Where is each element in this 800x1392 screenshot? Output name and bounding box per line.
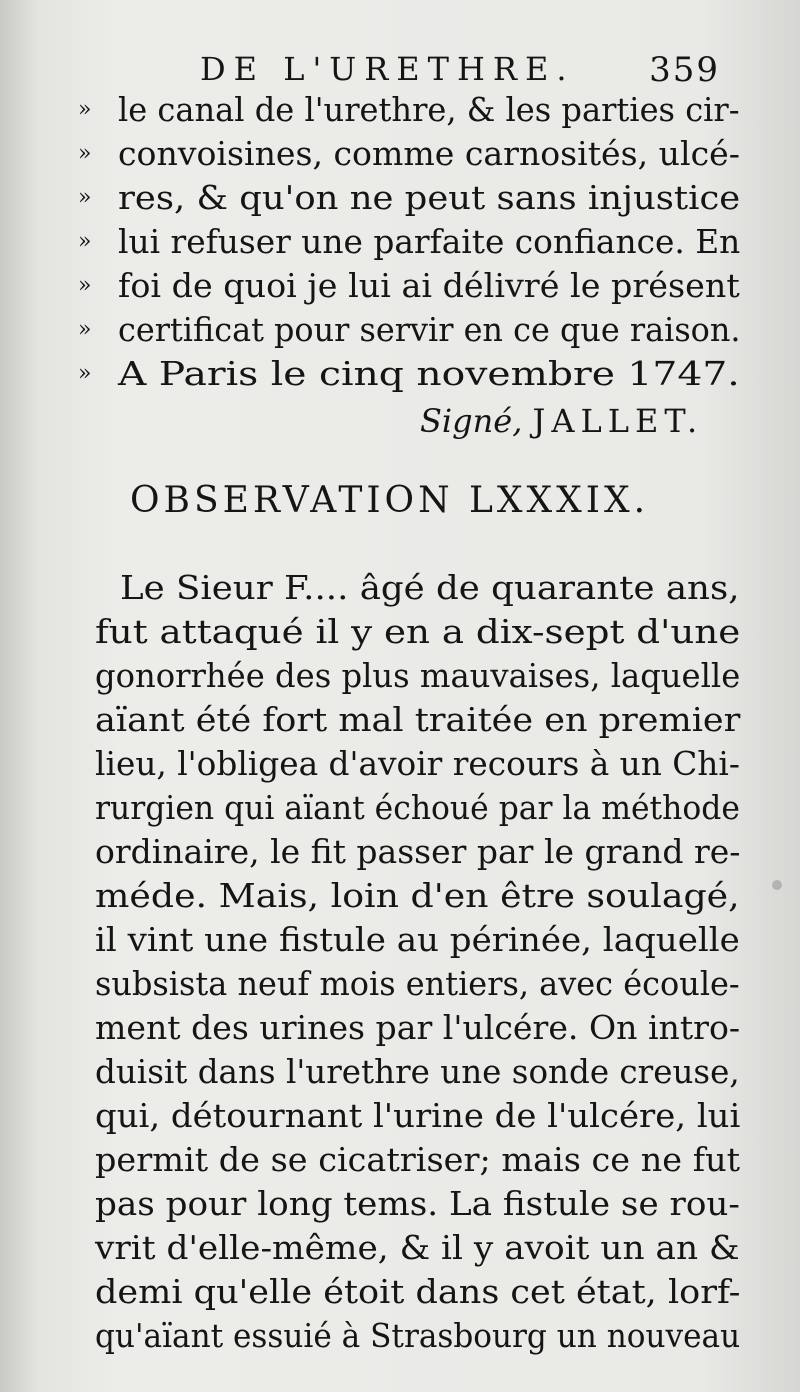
quoted-line <box>78 134 738 174</box>
quoted-line <box>78 354 738 394</box>
signature <box>420 402 740 440</box>
observation-title: OBSERVATION LXXXIX. <box>130 480 650 521</box>
quoted-line <box>78 222 741 262</box>
quoted-line <box>78 310 741 350</box>
signed-label: Signé, <box>420 402 523 440</box>
body-line: duisit dans l'urethre une sonde creuse, <box>95 1052 740 1091</box>
body-line: méde. Mais, loin d'en être soulagé, <box>95 876 740 915</box>
body-line: ment des urines par l'ulcére. On intro- <box>95 1008 741 1047</box>
body-line: qui, détournant l'urine de l'ulcére, lui <box>95 1096 741 1135</box>
paper-speck <box>772 880 782 890</box>
quote-mark: » <box>78 185 92 210</box>
body-line: aïant été fort mal traitée en premier <box>95 700 741 739</box>
quote-mark: » <box>78 361 92 386</box>
body-line: fut attaqué il y en a dix-sept d'une <box>95 612 741 651</box>
quote-mark: » <box>78 229 92 254</box>
running-title: DE L'URETHRE. <box>200 50 575 88</box>
quote-mark: » <box>78 141 92 166</box>
quoted-line-text: foi de quoi je lui ai délivré le présent <box>118 266 740 305</box>
body-line: subsista neuf mois entiers, avec écoule- <box>95 964 740 1003</box>
signatory-name: JALLET. <box>532 402 704 440</box>
body-line: il vint une fistule au périnée, laquelle <box>95 920 740 959</box>
quoted-line-text: convoisines, comme carnosités, ulcé- <box>118 134 740 173</box>
quote-mark: » <box>78 273 92 298</box>
body-line: permit de se cicatriser; mais ce ne fut <box>95 1140 741 1179</box>
quote-mark: » <box>78 97 92 122</box>
page-number: 359 <box>649 50 720 90</box>
quoted-line <box>78 90 738 130</box>
body-line: vrit d'elle-même, & il y avoit un an & <box>95 1228 740 1267</box>
quoted-line-text: A Paris le cinq novembre 1747. <box>118 354 740 393</box>
quoted-line-text: lui refuser une parfaite confiance. En <box>118 222 741 261</box>
quote-mark: » <box>78 317 92 342</box>
body-line: pas pour long tems. La fistule se rou- <box>95 1184 740 1223</box>
body-line: lieu, l'obligea d'avoir recours à un Chi- <box>95 744 740 783</box>
body-line: rurgien qui aïant échoué par la méthode <box>95 788 740 827</box>
quoted-line-text: le canal de l'urethre, & les parties cir- <box>118 90 740 129</box>
body-line: Le Sieur F.... âgé de quarante ans, <box>120 568 740 607</box>
quoted-line-text: res, & qu'on ne peut sans injustice <box>118 178 741 217</box>
body-line: gonorrhée des plus mauvaises, laquelle <box>95 656 741 695</box>
quoted-line <box>78 178 741 218</box>
body-line: ordinaire, le fit passer par le grand re- <box>95 832 741 871</box>
body-line: qu'aïant essuié à Strasbourg un nouveau <box>95 1316 741 1355</box>
quoted-line <box>78 266 738 306</box>
body-line: demi qu'elle étoit dans cet état, lorf- <box>95 1272 741 1311</box>
quoted-line-text: certificat pour servir en ce que raison. <box>118 310 741 349</box>
